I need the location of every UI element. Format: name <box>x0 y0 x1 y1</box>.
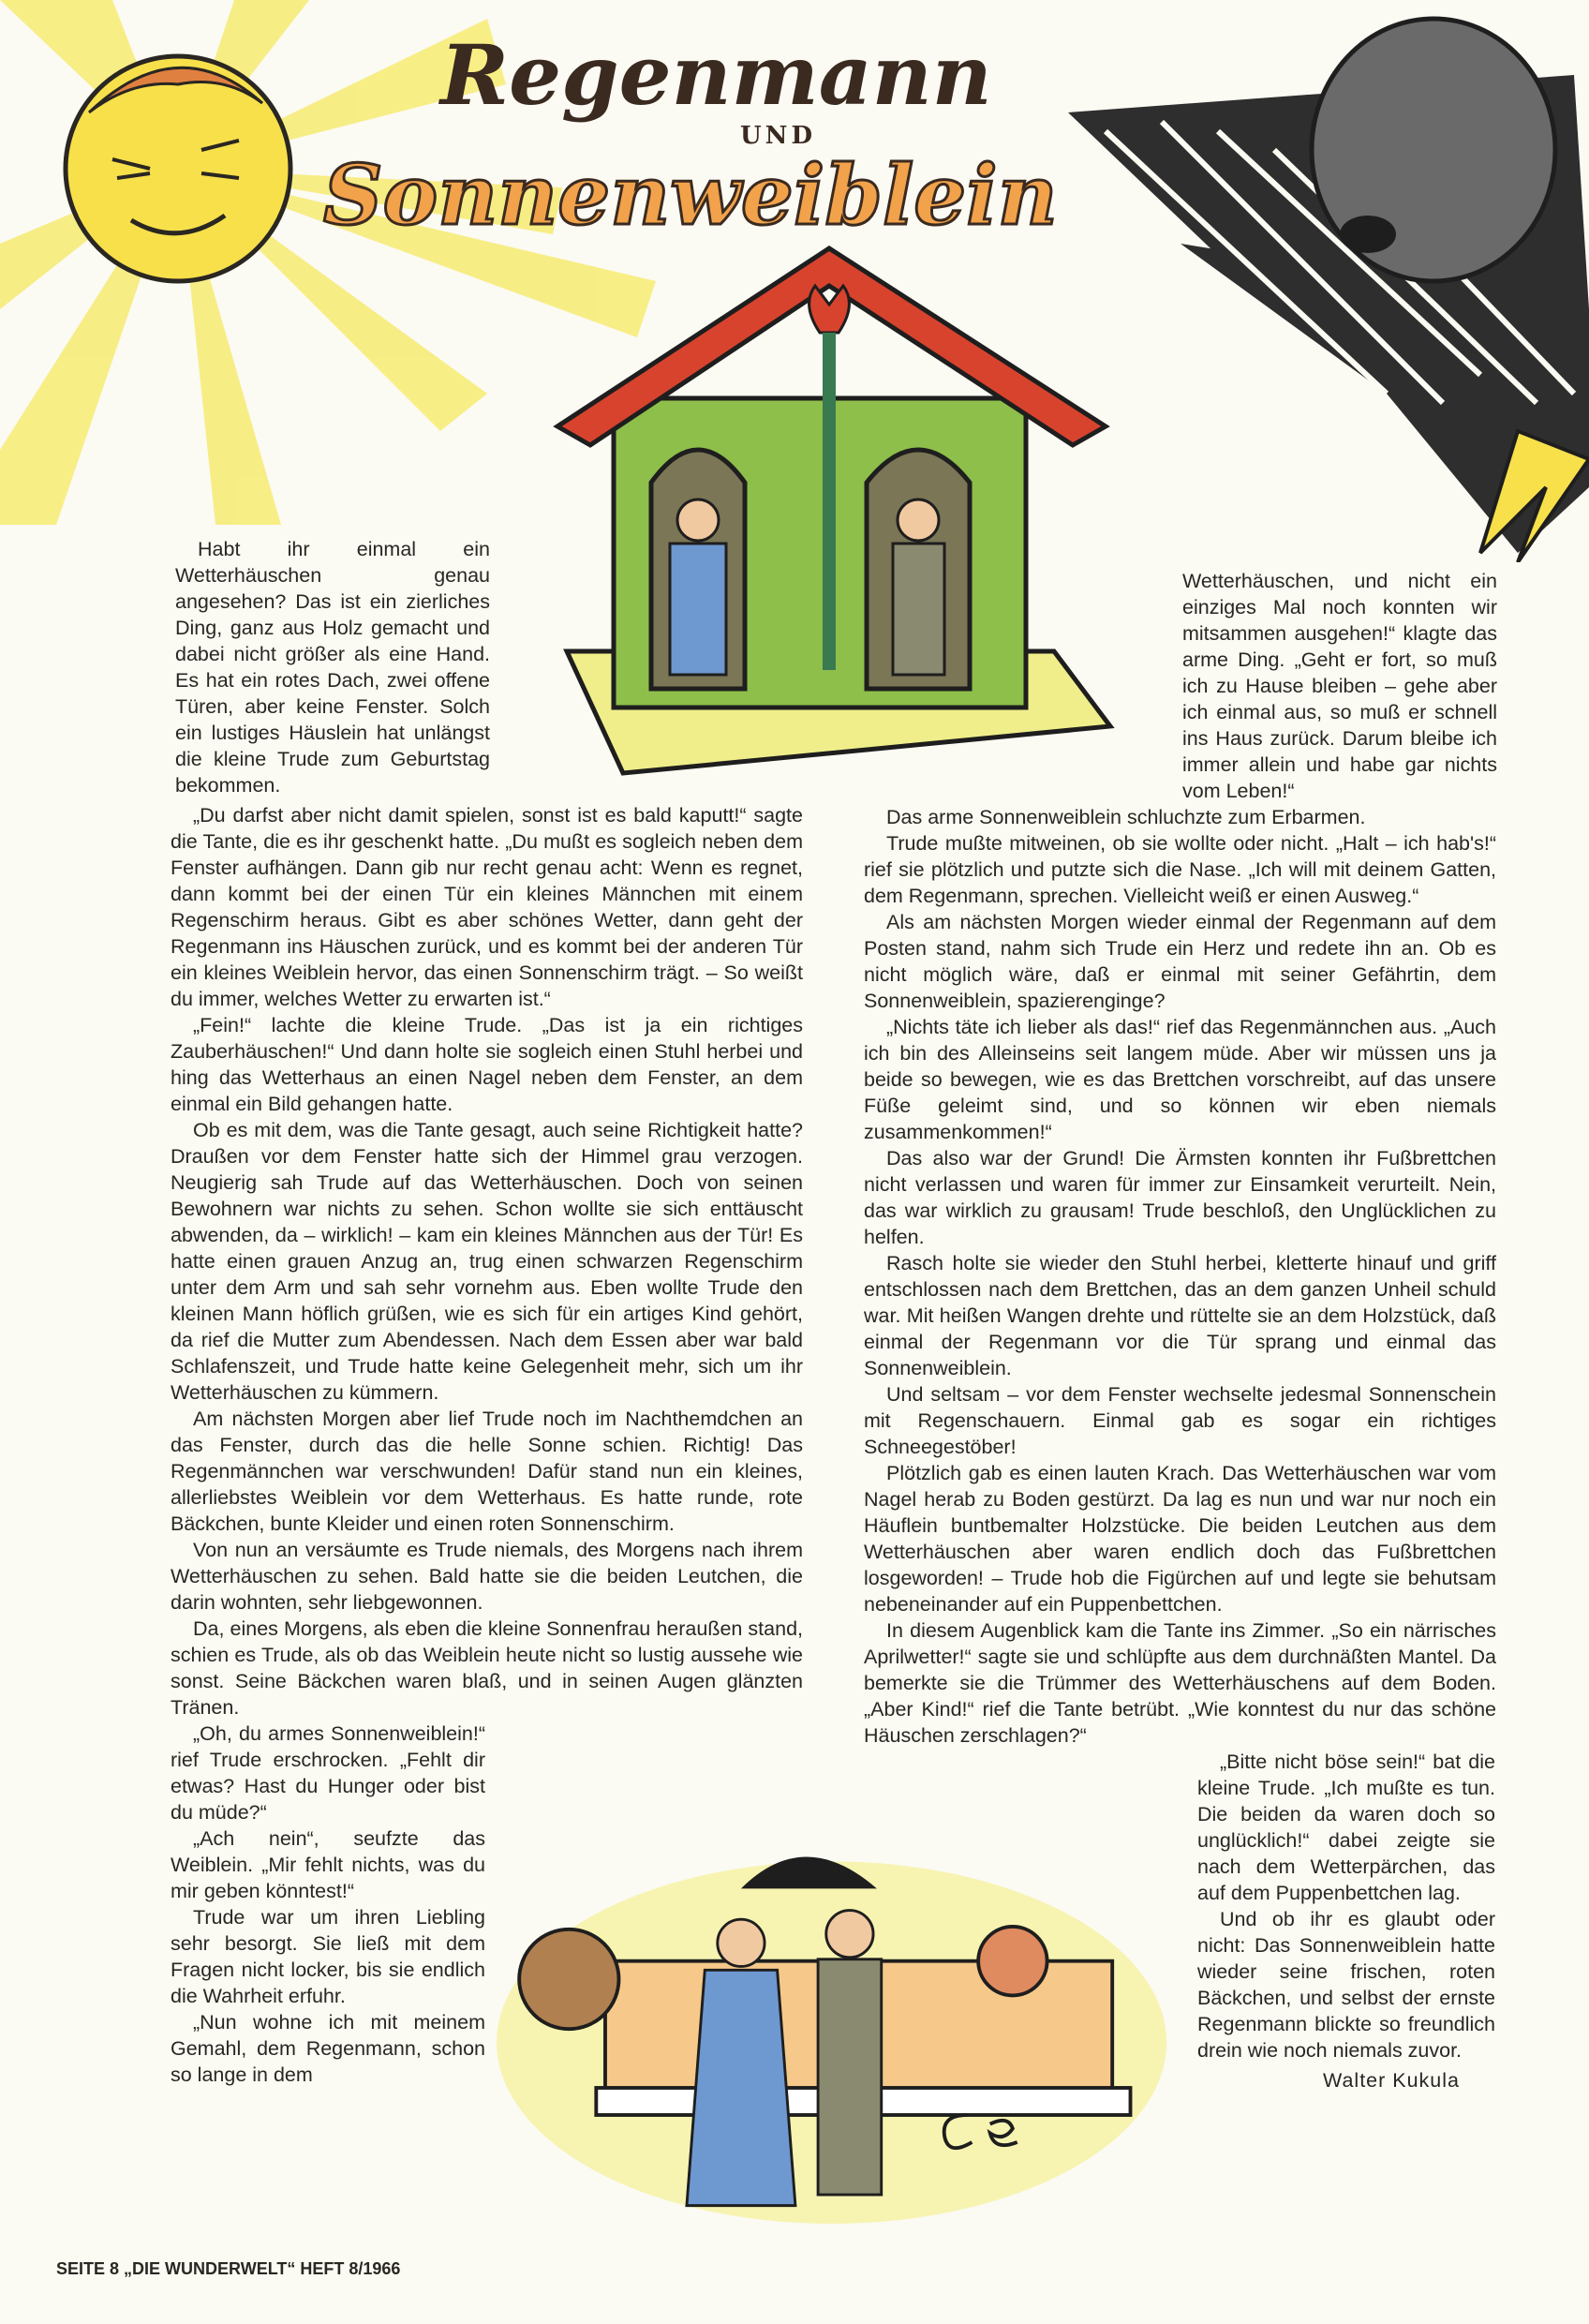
paragraph: „Du darfst aber nicht damit spielen, sonst ist es bald kaputt!“ sagte die Tante, die es ihr geschenkt hatte. „Du mußt es sogleich neben dem Fenster aufhängen. Dann gib nur recht genau acht: Wenn es regnet, dann kommt bei der einen Tür ein kleines Männchen mit einem Regenschirm heraus. Gibt es aber schönes Wetter, dann geht der Regenmann ins Häuschen zurück, und es kommt bei der anderen Tür ein kleines Weiblein hervor, das einen Sonnenschirm trägt. – So weißt du immer, welches Wetter zu erwarten ist.“ <box>171 804 803 1010</box>
paragraph: Und seltsam – vor dem Fenster wechselte jedesmal Sonnenschein mit Regenschauern. Einmal gab es sogar ein richtiges Schneegestöber! <box>864 1383 1496 1458</box>
title-connector: UND <box>740 122 816 150</box>
paragraph: Ob es mit dem, was die Tante gesagt, auch seine Richtigkeit hatte? Draußen vor dem Fenster hatte sich der Himmel grau verzogen. Neugierig sah Trude auf das Wetterhäuschen. Doch von seinen Bewohnern war nichts zu sehen. Schon wollte sie sich enttäuscht abwenden, da – wirklich! – kam ein kleines Männchen aus der Tür! Es hatte einen grauen Anzug an, trug einen schwarzen Regenschirm unter dem Arm und sah sehr vornehm aus. Eben wollte Trude den kleinen Mann höflich grüßen, wie es sich für ein artiges Kind gehört, da rief die Mutter zum Abendessen. Nach dem Essen aber war bald Schlafenszeit, und Trude hatte keine Gelegenheit mehr, sich um ihr Wetterhäuschen zu kümmern. <box>171 1119 803 1404</box>
paragraph: Das arme Sonnenweiblein schluchzte zum Erbarmen. <box>886 806 1366 828</box>
left-text-stack <box>171 536 804 2088</box>
paragraph: „Ach nein“, seufzte das Weiblein. „Mir fehlt nichts, was du mir geben könntest!“ <box>171 1827 485 1902</box>
paragraph: Von nun an versäumte es Trude niemals, des Morgens nach ihrem Wetterhäuschen zu sehen. Bald hatte sie die beiden Leutchen, die darin wohnten, sehr liebgewonnen. <box>171 1539 803 1614</box>
page-footer: SEITE 8 „DIE WUNDERWELT“ HEFT 8/1966 <box>56 2259 401 2278</box>
paragraph: „Nun wohne ich mit meinem Gemahl, dem Regenmann, schon so lange in dem <box>171 2011 485 2086</box>
paragraph: Da, eines Morgens, als eben die kleine Sonnenfrau heraußen stand, schien es Trude, als ob das Weiblein heute nicht so lustig aussehe wie sonst. Seine Bäckchen waren blaß, und in seinen Augen glänzten Tränen. <box>171 1617 803 1719</box>
story-left-bottom <box>171 1721 485 2088</box>
paragraph: Trude war um ihren Liebling sehr besorgt. Sie ließ mit dem Fragen nicht locker, bis sie endlich die Wahrheit erfuhr. <box>171 1906 485 2007</box>
paragraph: Trude mußte mitweinen, ob sie wollte oder nicht. „Halt – ich hab's!“ rief sie plötzlich und putzte sich die Nase. „Ich will mit deinem Gatten, dem Regenmann, sprechen. Vielleicht weiß er einen Ausweg.“ <box>864 832 1496 907</box>
title-line1: Regenmann <box>440 26 992 124</box>
author-signature: Walter Kukula <box>1322 2069 1460 2092</box>
story-right-top <box>1182 568 1497 804</box>
right-text-stack <box>864 568 1497 2093</box>
paragraph: Wetterhäuschen, und nicht ein einziges Mal noch konnten wir mitsammen ausgehen!“ klagte das arme Ding. „Geht er fort, so muß ich zu Hause bleiben – gehe aber ich einmal aus, so muß er schnell ins Haus zurück. Darum bleibe ich immer allein und habe gar nichts vom Leben!“ <box>1182 570 1497 802</box>
paragraph: In diesem Augenblick kam die Tante ins Zimmer. „So ein närrisches Aprilwetter!“ sagte sie und schlüpfte aus dem durchnäßten Mantel. Da bemerkte sie die Trümmer des Wetterhäuschens auf dem Boden. „Aber Kind!“ rief die Tante betrübt. „Wie konntest du nur das schöne Häuschen zerschlagen?“ <box>864 1619 1496 1747</box>
paragraph: Plötzlich gab es einen lauten Krach. Das Wetterhäuschen war vom Nagel herab zu Boden gestürzt. Da lag es nun und war nur noch ein Häuflein buntbemalter Holzstücke. Die beiden Leutchen aus dem Wetterhäuschen aber waren endlich doch das Fußbrettchen losgeworden! – Trude hob die Figürchen auf und legte sie behutsam nebeneinander auf ein Puppenbettchen. <box>864 1462 1496 1616</box>
paragraph: „Oh, du armes Sonnenweiblein!“ rief Trude erschrocken. „Fehlt dir etwas? Hast du Hunger oder bist du müde?“ <box>171 1722 485 1824</box>
paragraph: „Nichts täte ich lieber als das!“ rief das Regenmännchen aus. „Auch ich bin des Alleinseins seit langem müde. Aber wir müssen uns ja beide so bewegen, wie es das Brettchen vorschreibt, auf das unsere Füße geleimt sind, und so können wir eben niemals zusammenkommen!“ <box>864 1016 1496 1143</box>
story-right-bottom <box>1197 1749 1495 2063</box>
story-intro <box>175 536 490 798</box>
paragraph: Und ob ihr es glaubt oder nicht: Das Sonnenweiblein hatte wieder seine frischen, roten Bäckchen, und selbst der ernste Regenmann blickte so freundlich drein wie noch niemals zuvor. <box>1197 1908 1495 2062</box>
paragraph: „Bitte nicht böse sein!“ bat die kleine Trude. „Ich mußte es tun. Die beiden da waren doch so unglücklich!“ dabei zeigte sie nach dem Wetterpärchen, das auf dem Puppenbettchen lag. <box>1197 1750 1495 1904</box>
paragraph: „Fein!“ lachte die kleine Trude. „Das ist ja ein richtiges Zauberhäuschen!“ Und dann holte sie sogleich einen Stuhl herbei und hing das Wetterhaus an einen Nagel neben dem Fenster, an dem einmal ein Bild gehangen hatte. <box>171 1014 803 1115</box>
paragraph: Rasch holte sie wieder den Stuhl herbei, kletterte hinauf und griff entschlossen nach dem Brettchen, das an dem ganzen Unheil schuld war. Mit heißen Wangen drehte und rüttelte sie an dem Holzstück, daß einmal der Regenmann vor die Tür sprang und einmal das Sonnenweiblein. <box>864 1252 1496 1379</box>
paragraph: Als am nächsten Morgen wieder einmal der Regenmann auf dem Posten stand, nahm sich Trude ein Herz und redete ihn an. Ob es nicht möglich wäre, daß er einmal mit seiner Gefährtin, dem Sonnenweiblein, spazierenginge? <box>864 911 1496 1012</box>
title-line2: Sonnenweiblein <box>323 146 1058 244</box>
paragraph: Habt ihr einmal ein Wetterhäuschen genau angesehen? Das ist ein zierliches Ding, ganz aus Holz gemacht und dabei nicht größer als eine Hand. Es hat ein rotes Dach, zwei offene Türen, aber keine Fenster. Solch ein lustiges Häuslein hat unlängst die kleine Trude zum Geburtstag bekommen. <box>175 538 490 797</box>
story-left-column <box>171 802 803 1721</box>
paragraph: Das also war der Grund! Die Ärmsten konnten ihr Fußbrettchen nicht verlassen und waren für immer zur Einsamkeit verurteilt. Nein, das war wirklich zu grausam! Trude beschloß, den Unglücklichen zu helfen. <box>864 1147 1496 1248</box>
paragraph: Am nächsten Morgen aber lief Trude noch im Nachthemdchen an das Fenster, durch das die helle Sonne schien. Richtig! Das Regenmännchen war verschwunden! Dafür stand nun ein kleines, allerliebstes Weiblein vor dem Wetterhaus. Es hatte runde, rote Bäckchen, bunte Kleider und einen roten Sonnenschirm. <box>171 1408 803 1535</box>
story-right-column <box>864 804 1496 1749</box>
